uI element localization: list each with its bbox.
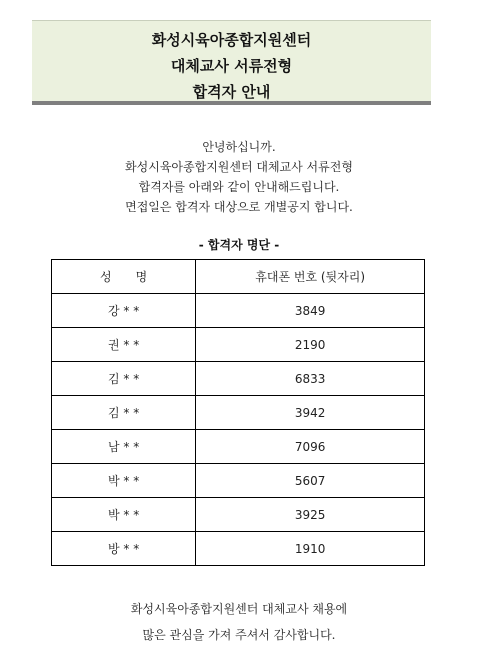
cell-name: 남 * *: [52, 430, 196, 464]
intro-line-1: 안녕하십니까.: [202, 140, 276, 154]
cell-name: 김 * *: [52, 396, 196, 430]
intro-line-4: 면접일은 합격자 대상으로 개별공지 합니다.: [125, 200, 353, 214]
table-header-row: [52, 260, 425, 294]
column-header-name: 성 명: [52, 260, 196, 294]
cell-name: 권 * *: [52, 328, 196, 362]
notice-header: [32, 20, 431, 105]
cell-phone: 3942: [196, 396, 425, 430]
cell-name: 박 * *: [52, 464, 196, 498]
cell-phone: 5607: [196, 464, 425, 498]
table-row: [52, 532, 425, 566]
cell-name: 강 * *: [52, 294, 196, 328]
table-row: [52, 362, 425, 396]
cell-name: 박 * *: [52, 498, 196, 532]
cell-phone: 6833: [196, 362, 425, 396]
cell-phone: 2190: [196, 328, 425, 362]
roster-title: - 합격자 명단 -: [198, 238, 280, 252]
org-name: 화성시육아종합지원센터: [151, 31, 312, 49]
table-row: [52, 430, 425, 464]
intro-line-2: 화성시육아종합지원센터 대체교사 서류전형: [125, 160, 353, 174]
cell-name: 김 * *: [52, 362, 196, 396]
closing-line-2: 많은 관심을 가져 주셔서 감사합니다.: [142, 628, 336, 642]
table-row: [52, 498, 425, 532]
cell-phone: 3925: [196, 498, 425, 532]
cell-phone: 3849: [196, 294, 425, 328]
intro-line-3: 합격자를 아래와 같이 안내해드립니다.: [138, 180, 340, 194]
table-row: [52, 464, 425, 498]
notice-subject: 대체교사 서류전형: [170, 57, 293, 75]
closing-text: [0, 596, 478, 648]
intro-text: [0, 137, 478, 217]
cell-name: 방 * *: [52, 532, 196, 566]
table-row: [52, 396, 425, 430]
cell-phone: 7096: [196, 430, 425, 464]
roster-table: [51, 259, 425, 566]
table-row: [52, 294, 425, 328]
closing-line-1: 화성시육아종합지원센터 대체교사 채용에: [130, 602, 348, 616]
cell-phone: 1910: [196, 532, 425, 566]
column-header-phone: 휴대폰 번호 (뒷자리): [196, 260, 425, 294]
notice-title: 합격자 안내: [192, 83, 271, 101]
table-row: [52, 328, 425, 362]
